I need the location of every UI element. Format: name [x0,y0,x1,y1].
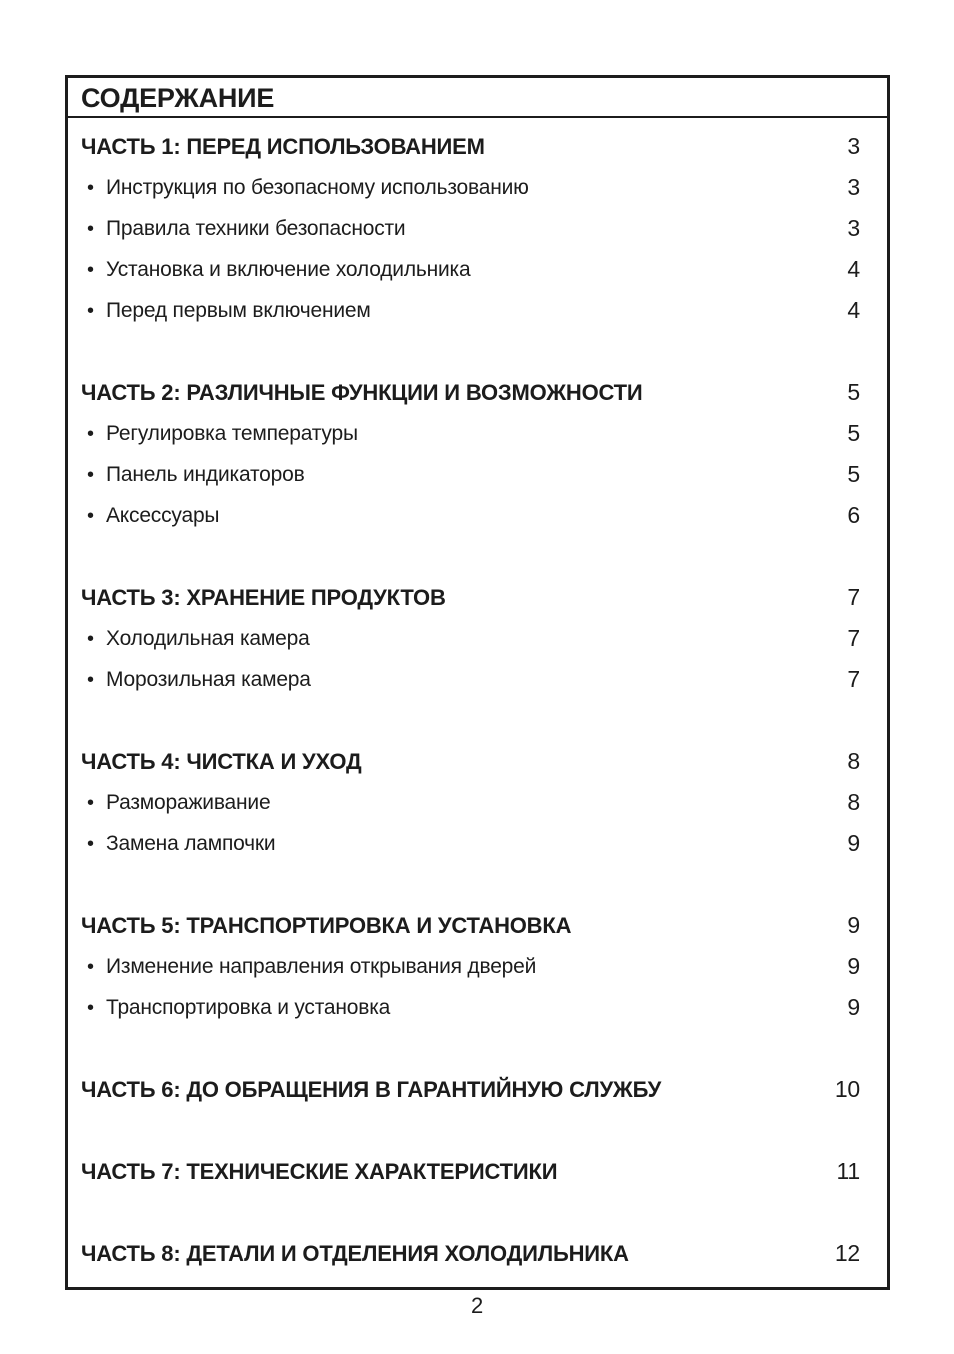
bullet-icon: • [87,422,94,445]
section-heading-row [81,905,860,946]
section-heading-row [81,741,860,782]
toc-section [81,741,860,864]
toc-item-label: Панель индикаторов [106,462,305,486]
section-heading-row [81,372,860,413]
bullet-icon: • [87,791,94,814]
section-heading-page: 3 [847,133,860,159]
bullet-icon: • [87,176,94,199]
bullet-icon: • [87,299,94,322]
section-heading-label: ЧАСТЬ 2: РАЗЛИЧНЫЕ ФУНКЦИИ И ВОЗМОЖНОСТИ [81,379,643,405]
section-heading-row [81,577,860,618]
toc-item-label: Аксессуары [106,503,220,527]
section-heading-row [81,1233,860,1274]
toc-item-page: 9 [847,994,860,1020]
toc-item-label: Правила техники безопасности [106,216,406,240]
toc-box [65,75,890,1290]
toc-section [81,126,860,331]
toc-item-row [81,454,860,495]
section-items [81,413,860,536]
toc-item-page: 7 [847,666,860,692]
bullet-icon: • [87,668,94,691]
toc-item-page: 4 [847,297,860,323]
toc-item-label: Замена лампочки [106,831,276,855]
toc-item-label: Изменение направления открывания дверей [106,954,537,978]
toc-item-row [81,987,860,1028]
toc-section [81,1069,860,1110]
toc-item-row [81,167,860,208]
section-heading-page: 11 [836,1158,860,1184]
toc-item-page: 9 [847,953,860,979]
toc-item-row [81,946,860,987]
section-heading-page: 10 [834,1076,860,1102]
toc-section [81,577,860,700]
section-heading-page: 7 [847,584,860,610]
footer-page-number: 2 [470,1293,484,1318]
toc-item-page: 5 [847,420,860,446]
toc-section [81,905,860,1028]
toc-item-label: Установка и включение холодильника [106,257,471,281]
toc-item-page: 7 [847,625,860,651]
section-heading-row [81,1069,860,1110]
section-heading-row [81,126,860,167]
toc-item-page: 8 [847,789,860,815]
toc-section [81,372,860,536]
bullet-icon: • [87,258,94,281]
bullet-icon: • [87,463,94,486]
toc-item-row [81,618,860,659]
toc-item-label: Транспортировка и установка [106,995,391,1019]
toc-item-label: Размораживание [106,790,271,814]
bullet-icon: • [87,627,94,650]
section-heading-label: ЧАСТЬ 7: ТЕХНИЧЕСКИЕ ХАРАКТЕРИСТИКИ [81,1158,558,1184]
bullet-icon: • [87,955,94,978]
toc-item-row [81,208,860,249]
toc-item-page: 5 [847,461,860,487]
toc-item-label: Перед первым включением [106,298,371,322]
toc-item-label: Морозильная камера [106,667,311,691]
section-heading-label: ЧАСТЬ 1: ПЕРЕД ИСПОЛЬЗОВАНИЕМ [81,133,485,159]
bullet-icon: • [87,217,94,240]
toc-sections [68,118,887,1274]
section-heading-page: 12 [834,1240,860,1266]
toc-item-row [81,249,860,290]
toc-item-row [81,659,860,700]
toc-section [81,1151,860,1192]
bullet-icon: • [87,996,94,1019]
section-items [81,946,860,1028]
section-items [81,167,860,331]
section-heading-label: ЧАСТЬ 3: ХРАНЕНИЕ ПРОДУКТОВ [81,584,446,610]
toc-item-page: 4 [847,256,860,282]
toc-item-label: Инструкция по безопасному использованию [106,175,529,199]
toc-item-row [81,823,860,864]
toc-item-page: 9 [847,830,860,856]
section-heading-label: ЧАСТЬ 6: ДО ОБРАЩЕНИЯ В ГАРАНТИЙНУЮ СЛУЖБУ [81,1076,662,1102]
section-items [81,618,860,700]
toc-item-label: Холодильная камера [106,626,310,650]
section-heading-page: 9 [847,912,860,938]
toc-item-row [81,782,860,823]
toc-section [81,1233,860,1274]
section-heading-page: 5 [847,379,860,405]
toc-item-row [81,290,860,331]
section-heading-row [81,1151,860,1192]
section-heading-label: ЧАСТЬ 4: ЧИСТКА И УХОД [81,748,362,774]
toc-item-page: 3 [847,215,860,241]
section-heading-label: ЧАСТЬ 5: ТРАНСПОРТИРОВКА И УСТАНОВКА [81,912,572,938]
section-heading-label: ЧАСТЬ 8: ДЕТАЛИ И ОТДЕЛЕНИЯ ХОЛОДИЛЬНИКА [81,1240,629,1266]
bullet-icon: • [87,504,94,527]
toc-item-label: Регулировка температуры [106,421,358,445]
page-title: СОДЕРЖАНИЕ [68,78,887,118]
toc-item-page: 3 [847,174,860,200]
section-heading-page: 8 [847,748,860,774]
section-items [81,782,860,864]
toc-item-row [81,413,860,454]
toc-item-row [81,495,860,536]
bullet-icon: • [87,832,94,855]
toc-item-page: 6 [847,502,860,528]
